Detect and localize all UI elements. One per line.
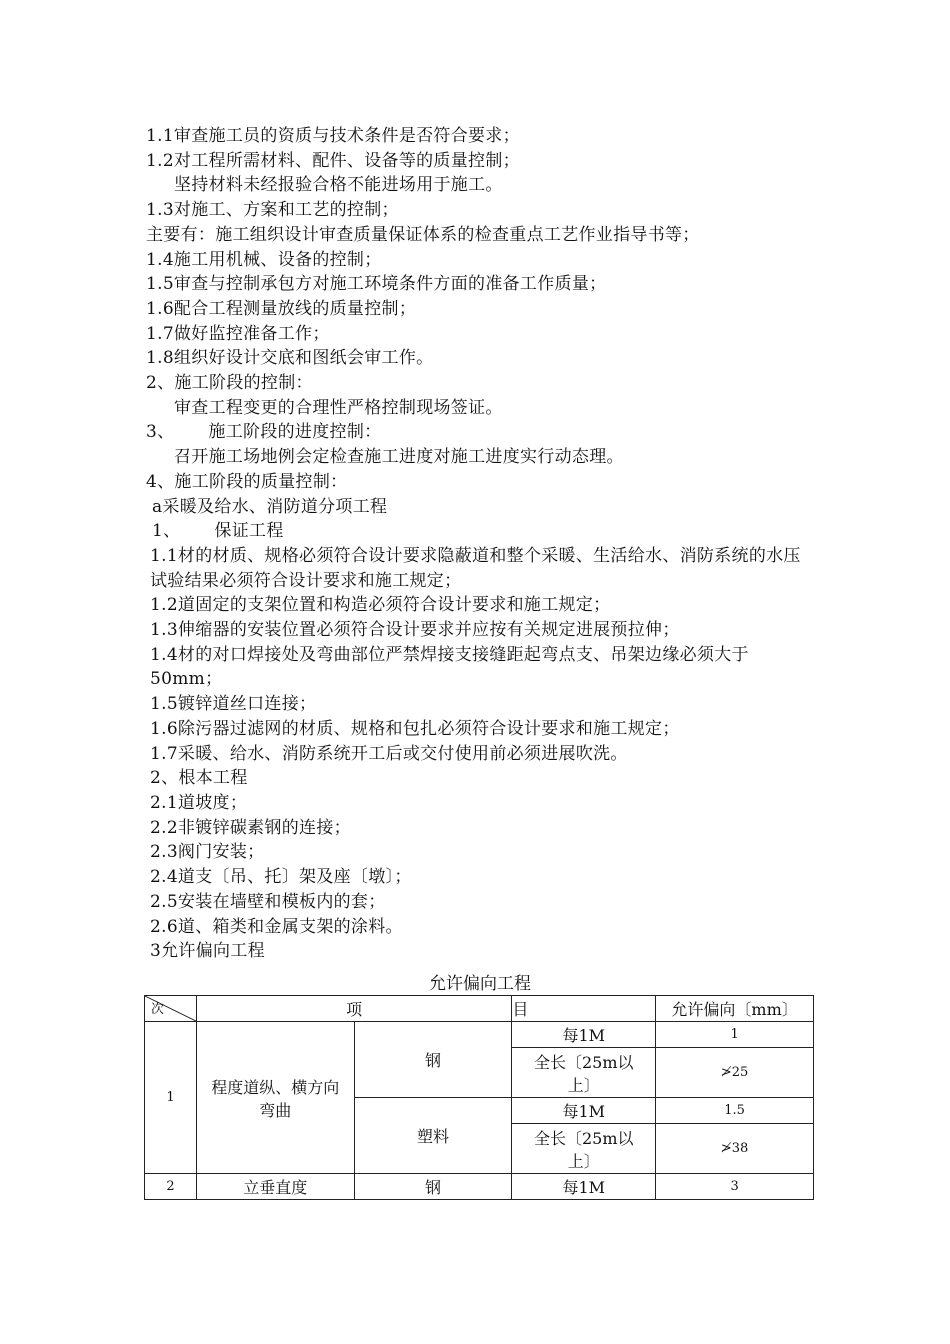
header-corner-cell bbox=[145, 996, 197, 1022]
text-line-tail: 保证工程 bbox=[214, 521, 284, 542]
text-line-content: 1.3伸缩器的安装位置必须符合设计要求并应按有关规定进展预拉伸； bbox=[150, 620, 680, 641]
text-line bbox=[146, 593, 816, 618]
tolerance-value: ≯38 bbox=[656, 1124, 814, 1174]
text-line bbox=[146, 248, 816, 273]
text-line-content: 主要有：施工组织设计审查质量保证体系的检查重点工艺作业指导书等； bbox=[146, 224, 700, 245]
document-body bbox=[146, 124, 816, 964]
header-item2: 目 bbox=[512, 996, 656, 1022]
text-line bbox=[146, 173, 816, 198]
text-line-content: 审查工程变更的合理性严格控制现场签证。 bbox=[174, 397, 503, 418]
text-line-content: 3、 bbox=[146, 422, 175, 443]
tolerance-table bbox=[144, 995, 814, 1200]
text-line-content: 2.4道支〔吊、托〕架及座〔墩〕； bbox=[150, 867, 412, 888]
table-row bbox=[145, 1174, 814, 1200]
text-line bbox=[146, 371, 816, 396]
text-line bbox=[146, 692, 816, 717]
text-line-content: 1.8组织好设计交底和图纸会审工作。 bbox=[146, 348, 434, 369]
table-title: 允许偏向工程 bbox=[429, 974, 531, 994]
text-line-content: 坚持材料未经报验合格不能进场用于施工。 bbox=[174, 175, 503, 196]
material-steel: 钢 bbox=[354, 1174, 512, 1200]
text-line bbox=[146, 198, 816, 223]
text-line bbox=[146, 470, 816, 495]
text-line-content: 1.1材的材质、规格必须符合设计要求隐蔽道和整个采暖、生活给水、消防系统的水压试验结果必须符合设计要求和施工规定； bbox=[150, 545, 801, 591]
text-line-content: 1.7采暖、给水、消防系统开工后或交付使用前必须进展吹洗。 bbox=[150, 743, 628, 764]
condition-full-length: 全长〔25m以上〕 bbox=[512, 1124, 656, 1174]
text-line-tail: 施工阶段的进度控制： bbox=[208, 422, 382, 443]
text-line bbox=[146, 791, 816, 816]
text-line bbox=[146, 124, 816, 149]
tolerance-value: 1.5 bbox=[656, 1098, 814, 1124]
row-item-name: 程度道纵、横方向弯曲 bbox=[196, 1022, 354, 1174]
text-line-content: 1.3对施工、方案和工艺的控制； bbox=[146, 200, 399, 221]
material-steel: 钢 bbox=[354, 1022, 512, 1098]
header-item: 项 bbox=[196, 996, 511, 1022]
text-line bbox=[146, 643, 816, 692]
tolerance-value: 3 bbox=[656, 1174, 814, 1200]
text-line bbox=[146, 816, 816, 841]
condition-per-meter: 每1M bbox=[512, 1174, 656, 1200]
text-line bbox=[146, 396, 816, 421]
text-line bbox=[146, 420, 816, 445]
text-line-content: 1.6配合工程测量放线的质量控制； bbox=[146, 298, 417, 319]
text-line-content: 1.1审查施工员的资质与技术条件是否符合要求； bbox=[146, 126, 520, 146]
text-line-content: 3允许偏向工程 bbox=[150, 941, 265, 962]
text-line bbox=[146, 742, 816, 767]
text-line bbox=[146, 519, 816, 544]
text-line-content: a采暖及给水、消防道分项工程 bbox=[152, 496, 388, 517]
text-line-content: 2.5安装在墙壁和模板内的套； bbox=[150, 891, 386, 912]
text-line-content: 1、 bbox=[152, 521, 181, 542]
text-line bbox=[146, 495, 816, 520]
text-line-content: 1.4施工用机械、设备的控制； bbox=[146, 249, 382, 270]
text-line-content: 1.7做好监控准备工作； bbox=[146, 323, 330, 344]
text-line bbox=[146, 717, 816, 742]
tolerance-value: 1 bbox=[656, 1022, 814, 1048]
text-line bbox=[146, 322, 816, 347]
row-number: 2 bbox=[145, 1174, 197, 1200]
text-line bbox=[146, 272, 816, 297]
text-line bbox=[146, 865, 816, 890]
header-tolerance: 允许偏向〔mm〕 bbox=[656, 996, 814, 1022]
text-line-content: 2.6道、箱类和金属支架的涂料。 bbox=[150, 916, 403, 937]
condition-per-meter: 每1M bbox=[512, 1098, 656, 1124]
condition-per-meter: 每1M bbox=[512, 1022, 656, 1048]
material-plastic: 塑料 bbox=[354, 1098, 512, 1174]
text-line bbox=[146, 618, 816, 643]
text-line bbox=[146, 766, 816, 791]
row-item-name: 立垂直度 bbox=[196, 1174, 354, 1200]
text-line-content: 1.5镀锌道丝口连接； bbox=[150, 694, 317, 715]
text-line bbox=[146, 149, 816, 174]
text-line bbox=[146, 445, 816, 470]
text-line bbox=[146, 939, 816, 964]
text-line-content: 召开施工场地例会定检查施工进度对施工进度实行动态理。 bbox=[174, 447, 624, 468]
table-header-row bbox=[145, 996, 814, 1022]
row-number: 1 bbox=[145, 1022, 197, 1174]
text-line bbox=[146, 297, 816, 322]
text-line bbox=[146, 840, 816, 865]
text-line-content: 1.5审查与控制承包方对施工环境条件方面的准备工作质量； bbox=[146, 274, 607, 295]
text-line bbox=[146, 544, 816, 593]
text-line-content: 2、根本工程 bbox=[150, 768, 248, 789]
text-line bbox=[146, 915, 816, 940]
text-line-content: 2.1道坡度； bbox=[150, 792, 248, 813]
text-line-content: 1.4材的对口焊接处及弯曲部位严禁焊接支接缝距起弯点支、吊架边缘必须大于50mm； bbox=[150, 644, 749, 690]
header-corner-label: 次 bbox=[151, 1002, 165, 1017]
text-line bbox=[146, 223, 816, 248]
text-line-content: 2.3阀门安装； bbox=[150, 842, 265, 863]
text-line bbox=[146, 346, 816, 371]
text-line-content: 2.2非镀锌碳素钢的连接； bbox=[150, 817, 351, 838]
text-line-content: 1.2道固定的支架位置和构造必须符合设计要求和施工规定； bbox=[150, 595, 611, 616]
tolerance-value: ≯25 bbox=[656, 1048, 814, 1098]
condition-full-length: 全长〔25m以上〕 bbox=[512, 1048, 656, 1098]
text-line-content: 1.6除污器过滤网的材质、规格和包扎必须符合设计要求和施工规定； bbox=[150, 718, 680, 739]
text-line-content: 2、施工阶段的控制： bbox=[146, 373, 313, 394]
text-line-content: 4、施工阶段的质量控制： bbox=[146, 471, 348, 492]
text-line-content: 1.2对工程所需材料、配件、设备等的质量控制； bbox=[146, 150, 520, 171]
text-line bbox=[146, 890, 816, 915]
table-row bbox=[145, 1022, 814, 1048]
